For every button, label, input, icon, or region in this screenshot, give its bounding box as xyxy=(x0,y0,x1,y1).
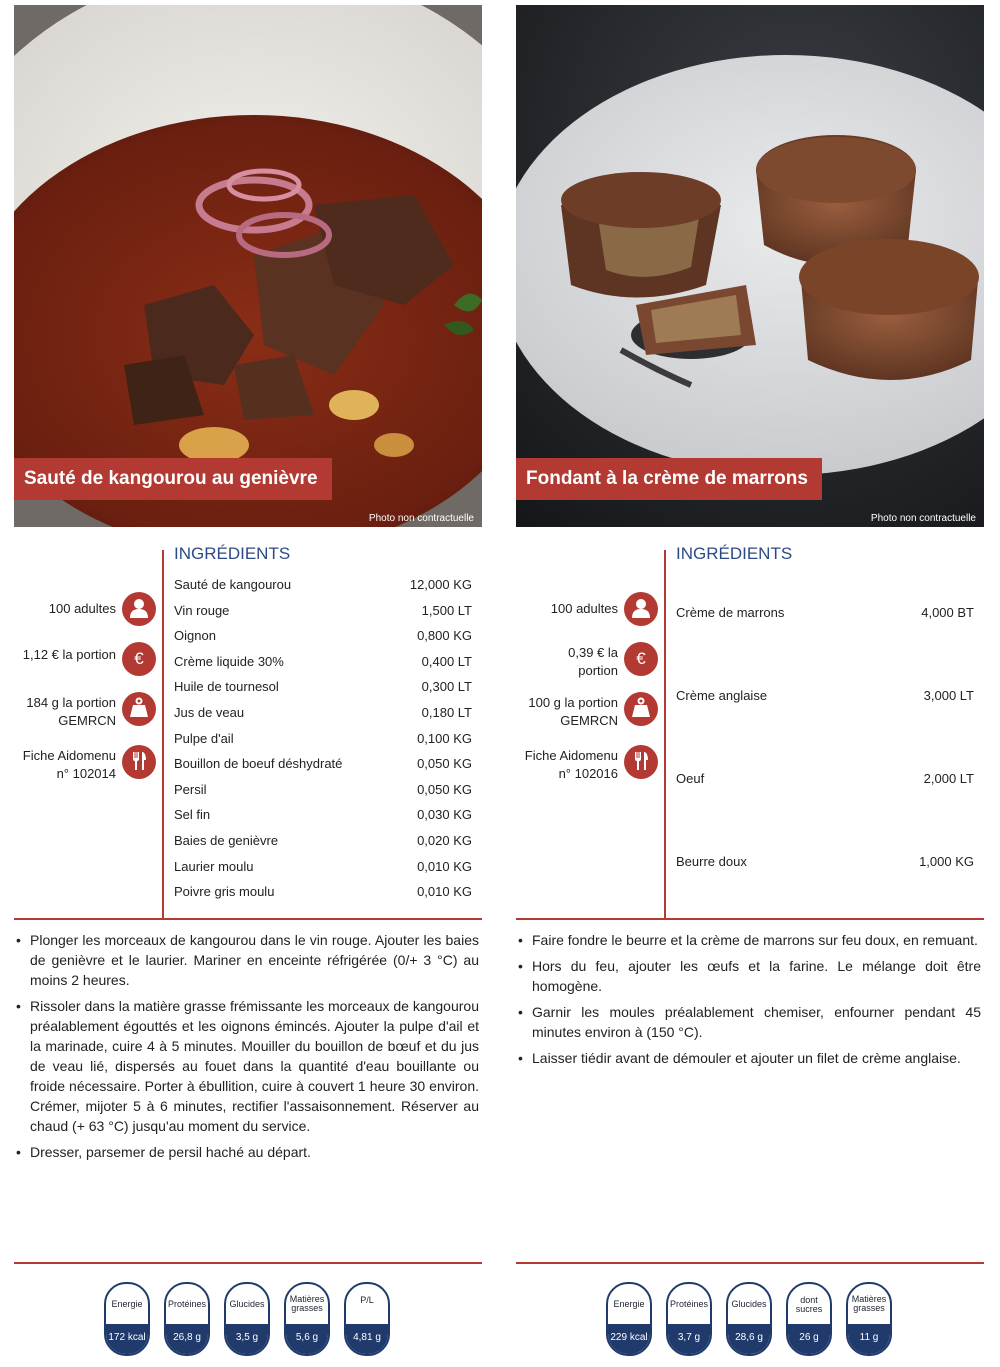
nutrition-label: Protéines xyxy=(167,1299,207,1309)
price-text: 1,12 € la portion xyxy=(22,647,116,662)
preparation-steps xyxy=(516,930,981,1074)
ingredient-qty: 12,000 KG xyxy=(409,577,472,592)
nutrition-value: 5,6 g xyxy=(286,1324,328,1354)
portions-text: 100 adultes xyxy=(48,601,116,616)
recipe-card-left xyxy=(14,0,482,1367)
ingredient-qty: 1,500 LT xyxy=(421,602,472,618)
ingredient-name: Laurier moulu xyxy=(174,858,254,874)
stew-illustration xyxy=(14,5,482,527)
ingredient-row xyxy=(174,649,472,675)
preparation-steps xyxy=(14,930,479,1168)
ingredient-name: Bouillon de boeuf déshydraté xyxy=(174,756,343,772)
ingredients-list xyxy=(676,600,974,932)
step-item: • Plonger les morceaux de kangourou dans le vin rouge. Ajouter les baies de genièvre et le laurier. Mariner en enceinte réfrigérée (0/+ 3 °C) au moins 2 heures. xyxy=(14,930,479,990)
ingredient-qty: 0,050 KG xyxy=(417,781,472,797)
weight-text: 184 g la portion GEMRCN xyxy=(26,695,116,728)
ingredient-qty: 0,300 LT xyxy=(421,679,472,695)
ingredient-name: Sauté de kangourou xyxy=(174,577,292,592)
fondant-illustration xyxy=(516,5,984,527)
nutrition-value: 3,5 g xyxy=(226,1324,268,1354)
nutrition-badge xyxy=(344,1282,390,1356)
ingredient-name: Crème de marrons xyxy=(676,605,785,620)
recipe-sheet-text: Fiche Aidomenu n° 102014 xyxy=(22,748,116,781)
ingredient-name: Poivre gris moulu xyxy=(174,884,275,900)
weight-text: 100 g la portion GEMRCN xyxy=(528,695,618,728)
step-item: • Hors du feu, ajouter les œufs et la farine. Le mélange doit être homogène. xyxy=(516,956,981,996)
nutrition-label: Matières grasses xyxy=(851,1294,887,1313)
ingredient-name: Oeuf xyxy=(676,771,705,786)
nutrition-badge xyxy=(666,1282,712,1356)
ingredient-name: Jus de veau xyxy=(174,704,245,720)
recipe-sheet-row xyxy=(516,745,658,785)
nutrition-value: 229 kcal xyxy=(608,1324,650,1354)
ingredient-name: Crème anglaise xyxy=(676,688,768,703)
recipe-title: Sauté de kangourou au genièvre xyxy=(14,458,332,500)
nutrition-value: 26 g xyxy=(788,1324,830,1354)
ingredient-row xyxy=(174,674,472,700)
nutrition-value: 11 g xyxy=(848,1324,890,1354)
weight-icon xyxy=(122,692,156,726)
nutrition-label: P/L xyxy=(360,1295,374,1305)
nutrition-label: Protéines xyxy=(669,1299,709,1309)
ingredients-title: INGRÉDIENTS xyxy=(676,544,793,563)
recipe-card-right xyxy=(516,0,984,1367)
nutrition-label: Glucides xyxy=(731,1299,767,1309)
euro-icon: € xyxy=(624,642,658,676)
divider-vertical xyxy=(162,550,164,918)
ingredient-name: Beurre doux xyxy=(676,854,747,869)
ingredient-qty: 1,000 KG xyxy=(919,854,974,869)
ingredient-row xyxy=(174,700,472,726)
divider-horizontal xyxy=(516,1262,984,1264)
divider-vertical xyxy=(664,550,666,918)
ingredient-row xyxy=(174,751,472,777)
nutrition-badge xyxy=(606,1282,652,1356)
ingredient-name: Crème liquide 30% xyxy=(174,653,284,669)
ingredient-row xyxy=(174,572,472,598)
ingredient-name: Pulpe d'ail xyxy=(174,730,234,746)
person-icon xyxy=(122,592,156,626)
ingredient-row xyxy=(174,623,472,649)
dish-photo xyxy=(14,5,482,527)
portions-row xyxy=(516,592,658,632)
person-icon xyxy=(624,592,658,626)
photo-disclaimer: Photo non contractuelle xyxy=(870,513,976,524)
ingredient-row xyxy=(174,854,472,880)
ingredient-qty: 0,400 LT xyxy=(421,653,472,669)
nutrition-badge xyxy=(104,1282,150,1356)
ingredient-qty: 0,180 LT xyxy=(421,704,472,720)
ingredient-name: Sel fin xyxy=(174,807,211,823)
nutrition-label: Glucides xyxy=(229,1299,265,1309)
ingredient-row xyxy=(676,600,974,683)
ingredient-row xyxy=(174,777,472,803)
price-row xyxy=(14,642,156,682)
ingredient-qty: 3,000 LT xyxy=(923,688,974,703)
recipe-info xyxy=(516,540,984,920)
dish-photo xyxy=(516,5,984,527)
nutrition-label: dont sucres xyxy=(795,1295,823,1314)
divider-horizontal xyxy=(14,1262,482,1264)
ingredient-qty: 0,800 KG xyxy=(417,628,472,644)
ingredient-qty: 4,000 BT xyxy=(921,605,974,620)
step-item: • Dresser, parsemer de persil haché au départ. xyxy=(14,1142,479,1162)
ingredient-qty: 0,020 KG xyxy=(417,832,472,848)
ingredient-qty: 0,010 KG xyxy=(417,858,472,874)
divider-horizontal xyxy=(516,918,984,920)
step-item: • Rissoler dans la matière grasse frémissante les morceaux de kangourou préalablement égouttés et les oignons émincés. Ajouter la pulpe d'ail et la marinade, cuire 4 à 5 minutes. Mouiller du bouillon de bœuf et du jus de veau lié, dispersés au fouet dans la quantité d'eau bouillante ou froide nécessaire. Porter à ébullition, cuire à couvert 1 heure 30 environ. Crémer, mijoter 5 à 6 minutes, rectifier l'assaisonnement. Réserver au chaud (+ 63 °C) jusqu'au moment du service. xyxy=(14,996,479,1136)
ingredient-name: Persil xyxy=(174,781,207,797)
price-text: 0,39 € la portion xyxy=(568,645,618,678)
recipe-title: Fondant à la crème de marrons xyxy=(516,458,822,500)
weight-row xyxy=(14,692,156,732)
nutrition-badge xyxy=(846,1282,892,1356)
ingredient-row xyxy=(676,766,974,849)
weight-row xyxy=(516,692,658,732)
ingredient-name: Huile de tournesol xyxy=(174,679,279,695)
step-item: • Garnir les moules préalablement chemiser, enfourner pendant 45 minutes environ à (150 °C). xyxy=(516,1002,981,1042)
nutrition-badge xyxy=(284,1282,330,1356)
nutrition-value: 4,81 g xyxy=(346,1324,388,1354)
nutrition-label: Matières grasses xyxy=(289,1294,325,1313)
ingredient-qty: 0,100 KG xyxy=(417,730,472,746)
ingredient-name: Oignon xyxy=(174,628,216,644)
cutlery-icon xyxy=(624,745,658,779)
ingredient-row xyxy=(676,683,974,766)
nutrition-value: 26,8 g xyxy=(166,1324,208,1354)
ingredient-row xyxy=(174,828,472,854)
ingredient-qty: 0,050 KG xyxy=(417,756,472,772)
ingredient-qty: 0,030 KG xyxy=(417,807,472,823)
divider-horizontal xyxy=(14,918,482,920)
photo-disclaimer: Photo non contractuelle xyxy=(368,513,474,524)
portions-text: 100 adultes xyxy=(550,601,618,616)
ingredient-name: Baies de genièvre xyxy=(174,832,279,848)
ingredient-row xyxy=(174,598,472,624)
nutrition-label: Energie xyxy=(613,1299,645,1309)
ingredient-name: Vin rouge xyxy=(174,602,230,618)
nutrition-badge xyxy=(224,1282,270,1356)
ingredient-qty: 0,010 KG xyxy=(417,884,472,900)
portions-row xyxy=(14,592,156,632)
nutrition-badge xyxy=(786,1282,832,1356)
nutrition-badge xyxy=(164,1282,210,1356)
nutrition-value: 3,7 g xyxy=(668,1324,710,1354)
nutrition-value: 28,6 g xyxy=(728,1324,770,1354)
recipe-info xyxy=(14,540,482,920)
ingredient-row xyxy=(174,726,472,752)
step-item: • Faire fondre le beurre et la crème de marrons sur feu doux, en remuant. xyxy=(516,930,981,950)
ingredient-row xyxy=(174,879,472,905)
nutrition-label: Energie xyxy=(111,1299,143,1309)
nutrition-badge xyxy=(726,1282,772,1356)
ingredient-qty: 2,000 LT xyxy=(923,771,974,786)
weight-icon xyxy=(624,692,658,726)
price-row xyxy=(516,642,658,682)
ingredients-title: INGRÉDIENTS xyxy=(174,544,291,563)
step-item: • Laisser tiédir avant de démouler et ajouter un filet de crème anglaise. xyxy=(516,1048,981,1068)
cutlery-icon xyxy=(122,745,156,779)
recipe-sheet-text: Fiche Aidomenu n° 102016 xyxy=(524,748,618,781)
ingredients-list xyxy=(174,572,472,905)
ingredient-row xyxy=(174,802,472,828)
recipe-sheet-row xyxy=(14,745,156,785)
euro-icon: € xyxy=(122,642,156,676)
nutrition-value: 172 kcal xyxy=(106,1324,148,1354)
